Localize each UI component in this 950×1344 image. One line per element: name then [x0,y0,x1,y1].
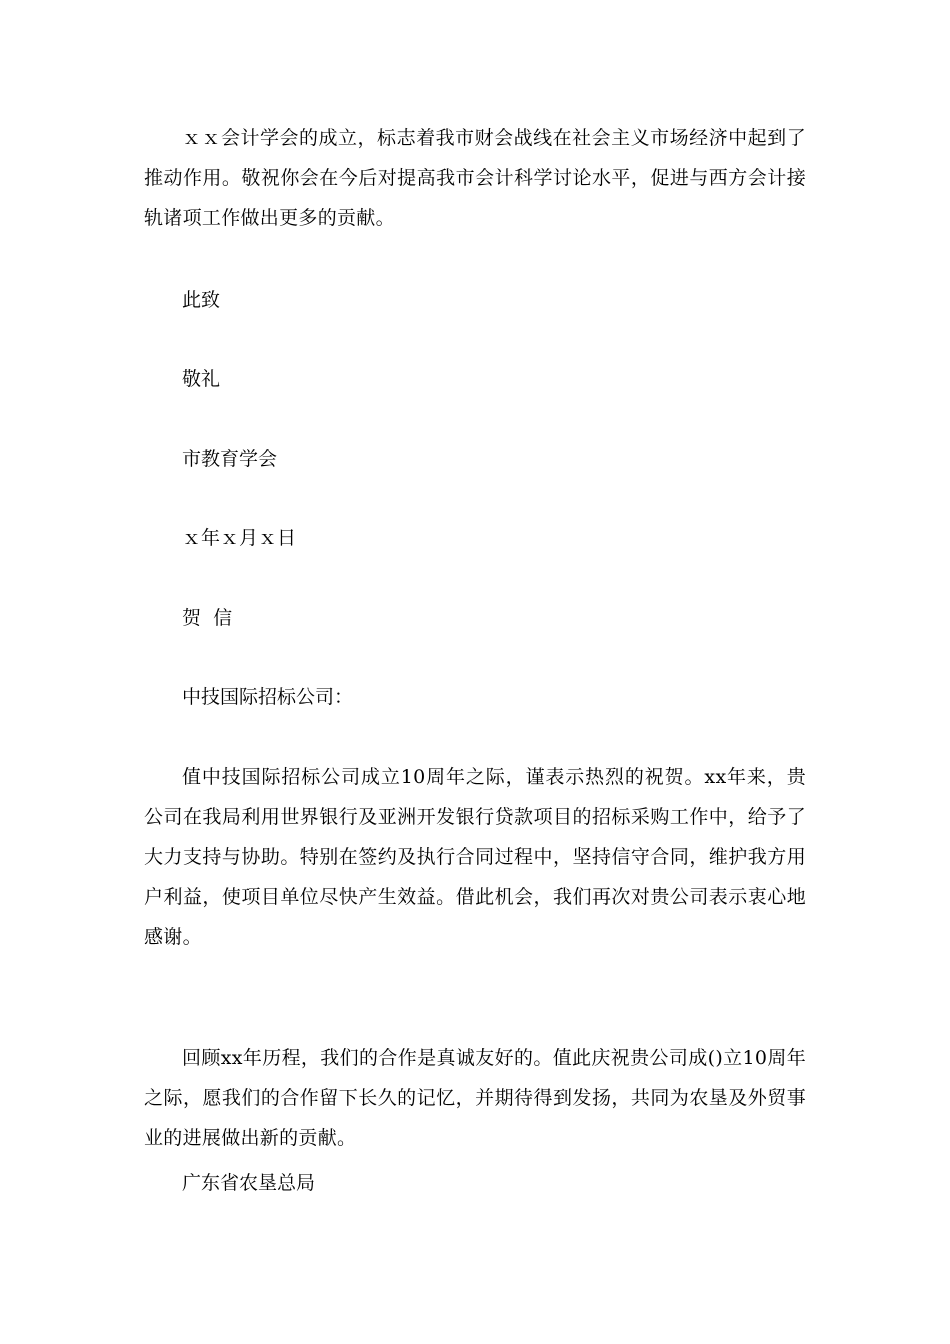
paragraph-congratulation-bidding-company: 值中技国际招标公司成立10周年之际，谨表示热烈的祝贺。xx年来，贵公司在我局利用世界银行及亚洲开发银行贷款项目的招标采购工作中，给予了大力支持与协助。特别在签约及执行合同过程中，坚持信守合同，维护我方用户利益，使项目单位尽快产生效益。借此机会，我们再次对贵公司表示衷心地感谢。 [144,766,806,948]
letter-heading: 贺 信 [182,607,233,629]
salutation: 中技国际招标公司： [182,686,354,708]
closing-cizhi: 此致 [182,289,221,311]
closing-jingli: 敬礼 [182,368,221,390]
signature-education-society: 市教育学会 [182,448,278,470]
paragraph-congratulation-accounting-society: ｘｘ会计学会的成立，标志着我市财会战线在社会主义市场经济中起到了推动作用。敬祝你会在今后对提高我市会计科学讨论水平，促进与西方会计接轨诸项工作做出更多的贡献。 [144,127,806,229]
paragraph-review-cooperation: 回顾xx年历程，我们的合作是真诚友好的。值此庆祝贵公司成()立10周年之际，愿我们的合作留下长久的记忆，并期待得到发扬，共同为农垦及外贸事业的进展做出新的贡献。 [144,1047,806,1149]
date-line: ｘ年ｘ月ｘ日 [182,527,297,549]
signature-agriculture-bureau: 广东省农垦总局 [182,1172,316,1194]
